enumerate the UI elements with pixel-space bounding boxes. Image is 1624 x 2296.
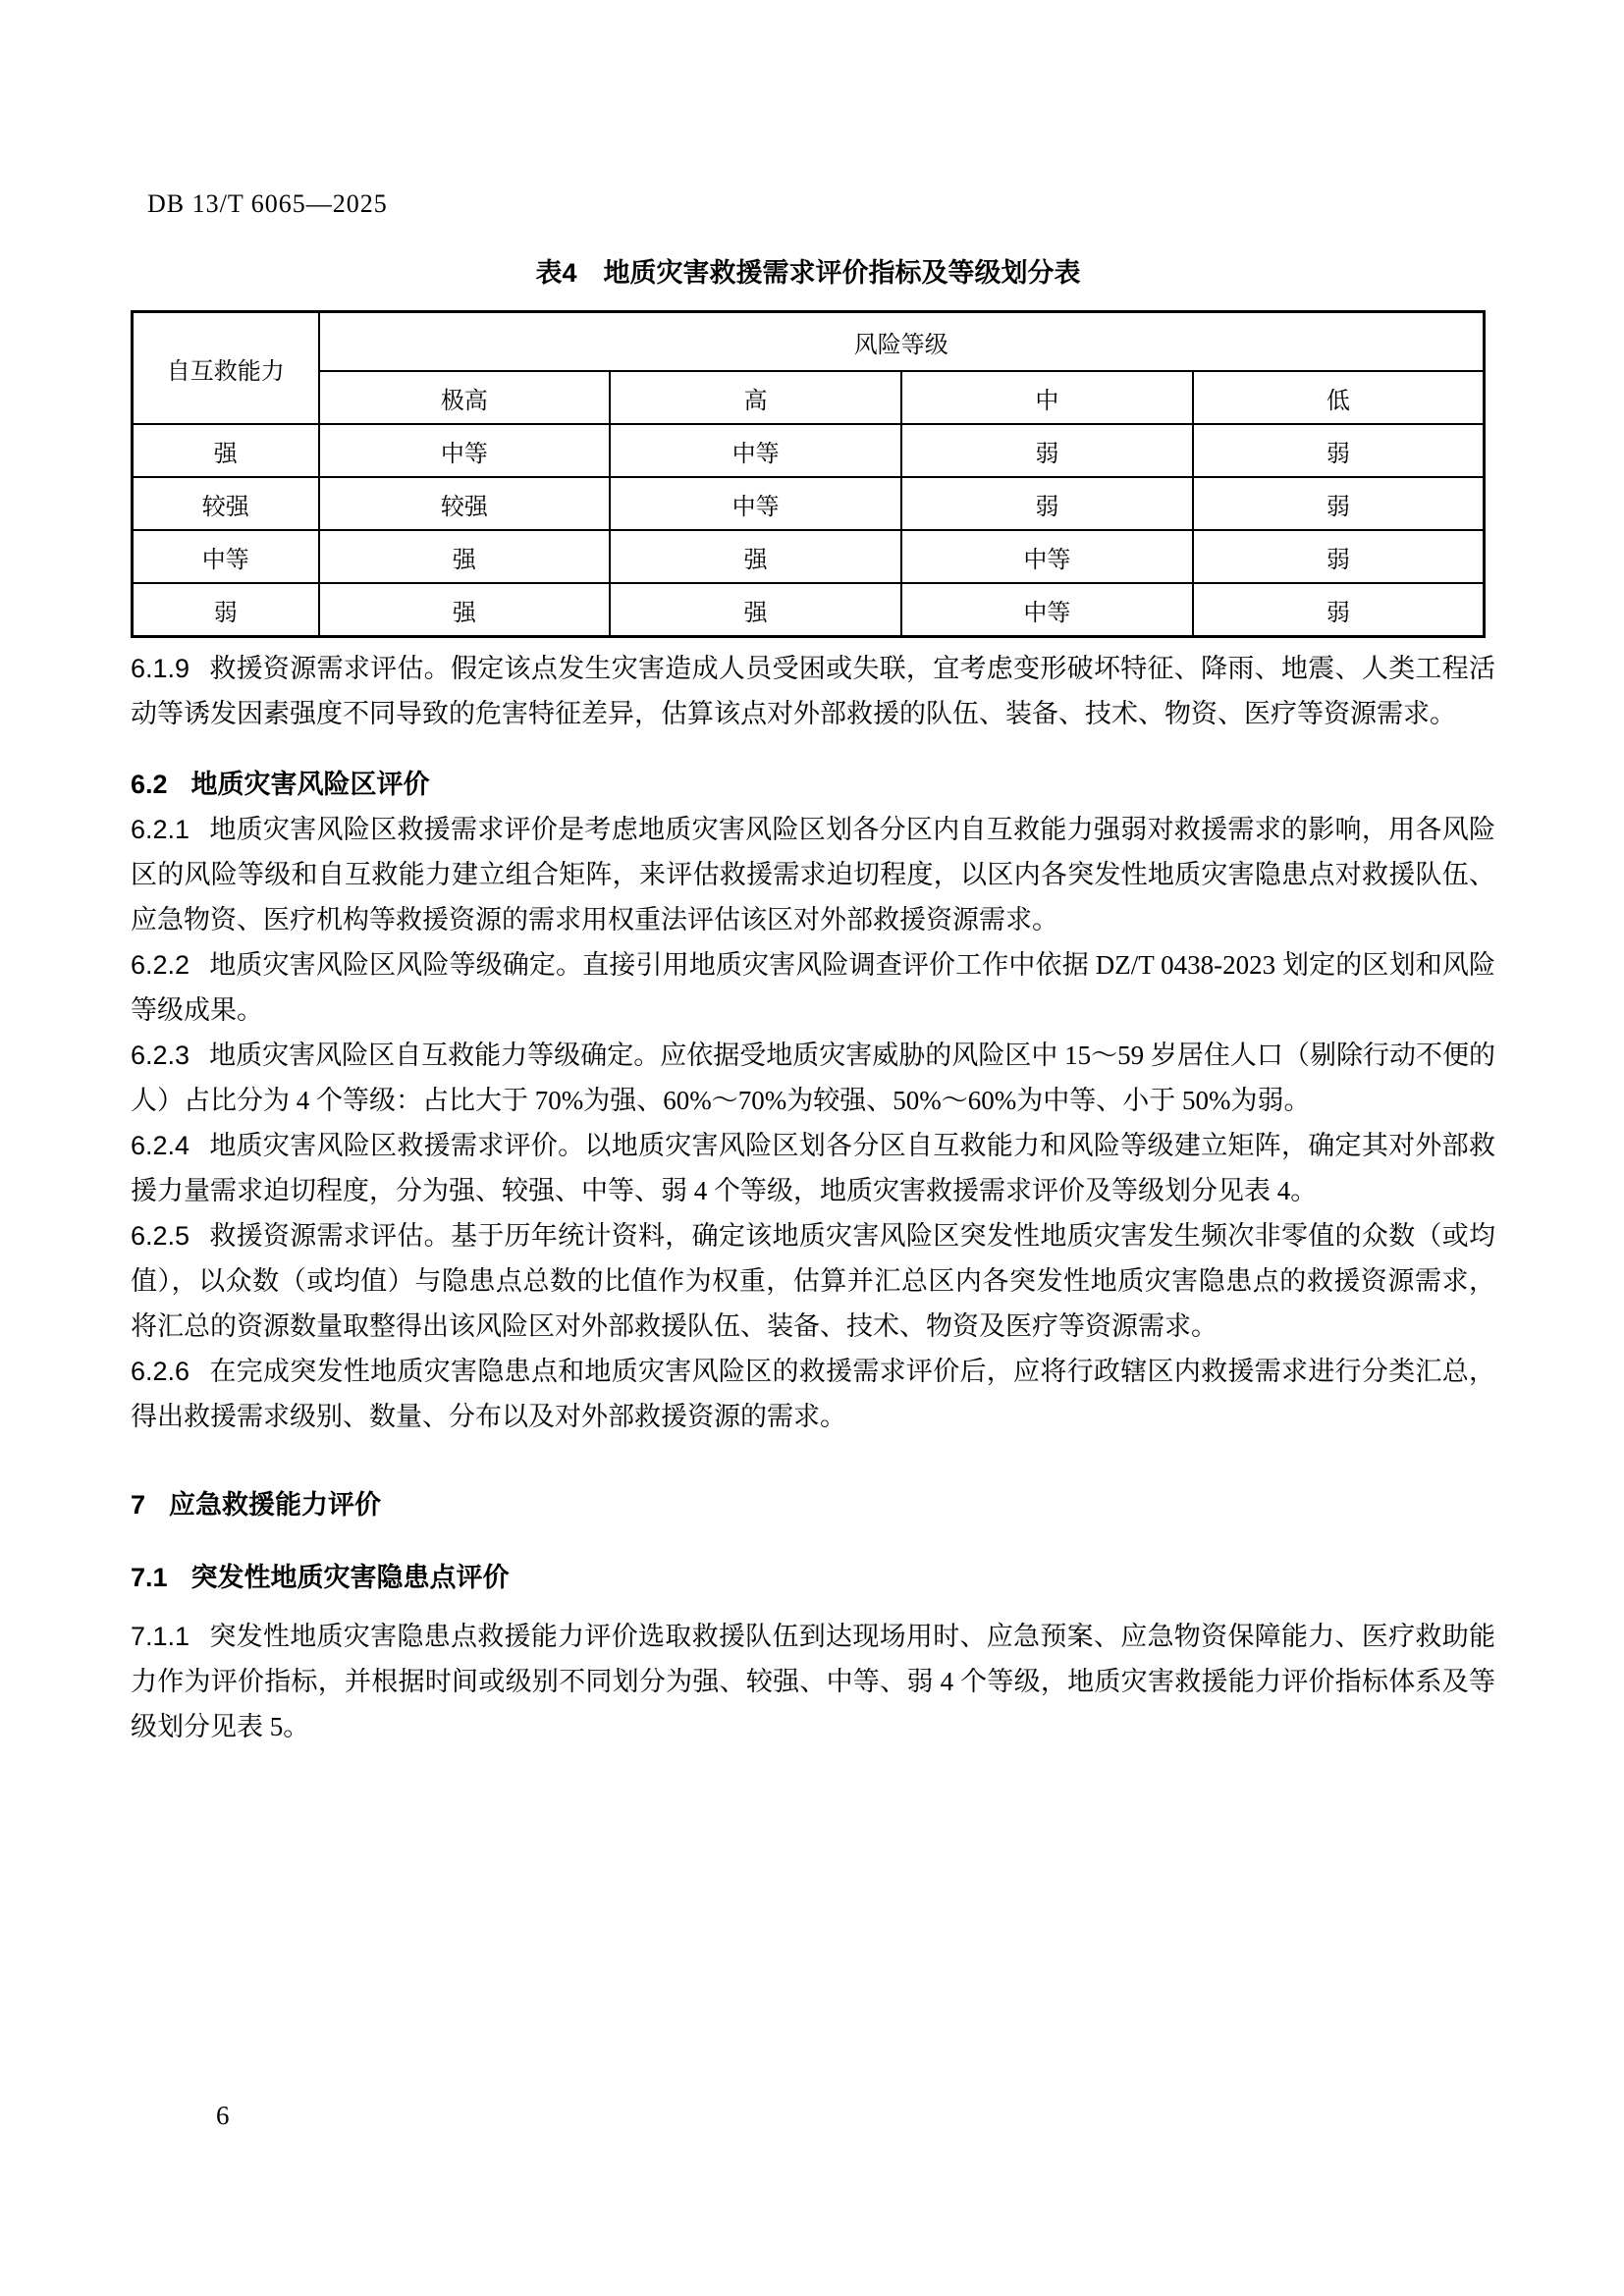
- clause-text: 救援资源需求评估。假定该点发生灾害造成人员受困或失联，宜考虑变形破坏特征、降雨、地震、人类工程活动等诱发因素强度不同导致的危害特征差异，估算该点对外部救援的队伍、装备、技术、物资、医疗等资源需求。: [131, 654, 1495, 728]
- value-cell: 中等: [901, 530, 1193, 583]
- clause-number: 6.2.6: [131, 1357, 190, 1386]
- value-cell: 强: [319, 530, 611, 583]
- clause-text: 救援资源需求评估。基于历年统计资料，确定该地质灾害风险区突发性地质灾害发生频次非零值的众数（或均值），以众数（或均值）与隐患点总数的比值作为权重，估算并汇总区内各突发性地质灾害隐患点的救援资源需求，将汇总的资源数量取整得出该风险区对外部救援队伍、装备、技术、物资及医疗等资源需求。: [131, 1221, 1495, 1341]
- heading-title: 应急救援能力评价: [169, 1490, 382, 1520]
- value-cell: 弱: [1193, 583, 1485, 637]
- body-text: [131, 646, 1495, 1749]
- value-cell: 强: [319, 583, 611, 637]
- risk-level-header: 极高: [319, 371, 611, 424]
- clause-text: 地质灾害风险区风险等级确定。直接引用地质灾害风险调查评价工作中依据 DZ/T 0438-2023 划定的区划和风险等级成果。: [131, 950, 1495, 1025]
- value-cell: 中等: [610, 477, 901, 530]
- corner-header-cell: 自互救能力: [133, 312, 319, 425]
- value-cell: 中等: [610, 424, 901, 477]
- value-cell: 弱: [1193, 477, 1485, 530]
- clause-text: 在完成突发性地质灾害隐患点和地质灾害风险区的救援需求评价后，应将行政辖区内救援需求进行分类汇总，得出救援需求级别、数量、分布以及对外部救援资源的需求。: [131, 1357, 1495, 1431]
- value-cell: 强: [610, 530, 901, 583]
- clause-text: 突发性地质灾害隐患点救援能力评价选取救援队伍到达现场用时、应急预案、应急物资保障能力、医疗救助能力作为评价指标，并根据时间或级别不同划分为强、较强、中等、弱 4 个等级，地质灾害救援能力评价指标体系及等级划分见表 5。: [131, 1622, 1495, 1741]
- risk-level-header: 低: [1193, 371, 1485, 424]
- table-row: [133, 424, 1485, 477]
- heading-7: [131, 1482, 1495, 1527]
- clause-6-2-3: [131, 1033, 1495, 1123]
- doc-code: DB 13/T 6065—2025: [147, 189, 388, 218]
- table-row: [133, 530, 1485, 583]
- table-row: [133, 583, 1485, 637]
- clause-number: 6.2.5: [131, 1221, 190, 1251]
- clause-number: 6.2.1: [131, 815, 190, 844]
- clause-6-2-6: [131, 1349, 1495, 1439]
- ability-cell: 弱: [133, 583, 319, 637]
- table-title: 表4 地质灾害救援需求评价指标及等级划分表: [535, 258, 1081, 288]
- value-cell: 弱: [901, 477, 1193, 530]
- clause-6-2-4: [131, 1123, 1495, 1213]
- heading-number: 6.2: [131, 770, 168, 799]
- clause-7-1-1: [131, 1614, 1495, 1749]
- clause-text: 地质灾害风险区救援需求评价是考虑地质灾害风险区划各分区内自互救能力强弱对救援需求的影响，用各风险区的风险等级和自互救能力建立组合矩阵，来评估救援需求迫切程度，以区内各突发性地质灾害隐患点对救援队伍、应急物资、医疗机构等救援资源的需求用权重法评估该区对外部救援资源需求。: [131, 815, 1495, 934]
- heading-6-2: [131, 762, 1495, 807]
- clause-number: 6.2.4: [131, 1131, 190, 1160]
- group-header-cell: 风险等级: [319, 312, 1485, 372]
- value-cell: 强: [610, 583, 901, 637]
- clause-6-1-9: [131, 646, 1495, 736]
- clause-text: 地质灾害风险区救援需求评价。以地质灾害风险区划各分区自互救能力和风险等级建立矩阵，确定其对外部救援力量需求迫切程度，分为强、较强、中等、弱 4 个等级，地质灾害救援需求评价及等级划分见表 4。: [131, 1131, 1495, 1205]
- value-cell: 中等: [319, 424, 611, 477]
- value-cell: 中等: [901, 583, 1193, 637]
- value-cell: 弱: [901, 424, 1193, 477]
- ability-cell: 中等: [133, 530, 319, 583]
- table4: [131, 310, 1486, 638]
- value-cell: 弱: [1193, 530, 1485, 583]
- heading-7-1: [131, 1555, 1495, 1600]
- risk-level-header: 中: [901, 371, 1193, 424]
- clause-number: 6.2.3: [131, 1041, 190, 1070]
- clause-6-2-5: [131, 1213, 1495, 1349]
- value-cell: 较强: [319, 477, 611, 530]
- clause-text: 地质灾害风险区自互救能力等级确定。应依据受地质灾害威胁的风险区中 15～59 岁居住人口（剔除行动不便的人）占比分为 4 个等级：占比大于 70%为强、60%～70%为较强、50%～60%为中等、小于 50%为弱。: [131, 1041, 1495, 1115]
- clause-6-2-1: [131, 807, 1495, 942]
- risk-level-header: 高: [610, 371, 901, 424]
- heading-title: 突发性地质灾害隐患点评价: [190, 1563, 510, 1592]
- clause-number: 6.2.2: [131, 950, 190, 980]
- heading-number: 7.1: [131, 1563, 168, 1592]
- clause-6-2-2: [131, 942, 1495, 1033]
- ability-cell: 较强: [133, 477, 319, 530]
- heading-number: 7: [131, 1490, 146, 1520]
- clause-number: 6.1.9: [131, 654, 190, 683]
- heading-title: 地质灾害风险区评价: [190, 770, 430, 799]
- table-row: [133, 477, 1485, 530]
- value-cell: 弱: [1193, 424, 1485, 477]
- clause-number: 7.1.1: [131, 1622, 190, 1651]
- page-number: 6: [216, 2101, 230, 2130]
- ability-cell: 强: [133, 424, 319, 477]
